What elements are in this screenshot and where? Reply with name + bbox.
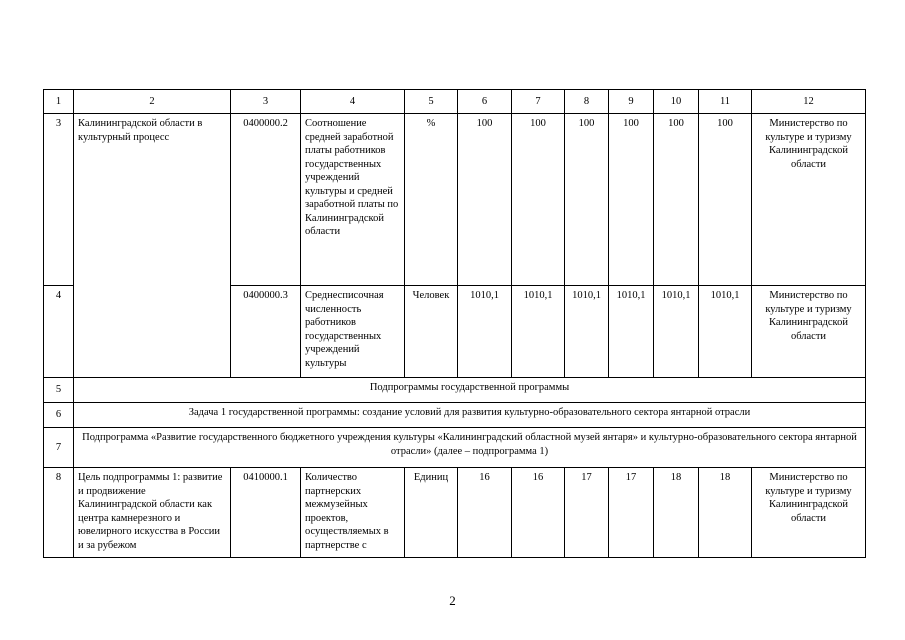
task-heading: Задача 1 государственной программы: создание условий для развития культурно-образовательного сектора янтарной отрасли: [74, 403, 866, 428]
header-cell: 2: [74, 90, 231, 114]
code-cell: 0400000.2: [231, 114, 301, 286]
code-cell: 0400000.3: [231, 286, 301, 378]
value-cell: 100: [565, 114, 609, 286]
header-cell: 9: [609, 90, 654, 114]
unit-cell: %: [405, 114, 458, 286]
value-cell: 17: [565, 468, 609, 558]
header-cell: 4: [301, 90, 405, 114]
code-cell: 0410000.1: [231, 468, 301, 558]
indicator-cell: Среднесписочная численность работников государственных учреждений культуры: [301, 286, 405, 378]
row-number: 3: [44, 114, 74, 286]
value-cell: 1010,1: [654, 286, 699, 378]
row-number: 7: [44, 428, 74, 468]
value-cell: 1010,1: [699, 286, 752, 378]
table-row: [44, 403, 866, 428]
value-cell: 16: [512, 468, 565, 558]
header-row: [44, 90, 866, 114]
row-number: 6: [44, 403, 74, 428]
header-cell: 10: [654, 90, 699, 114]
section-heading: Подпрограммы государственной программы: [74, 378, 866, 403]
indicator-cell: Соотношение средней заработной платы работников государственных учреждений культуры и средней заработной платы по Калининградской области: [301, 114, 405, 286]
value-cell: 1010,1: [565, 286, 609, 378]
subprogram-heading: Подпрограмма «Развитие государственного бюджетного учреждения культуры «Калининградский областной музей янтаря» и культурно-образовательного сектора янтарной отрасли» (далее – подпрограмма 1): [74, 428, 866, 468]
value-cell: 16: [458, 468, 512, 558]
value-cell: 1010,1: [609, 286, 654, 378]
value-cell: 18: [654, 468, 699, 558]
table-row: [44, 378, 866, 403]
table-row: [44, 428, 866, 468]
responsible-cell: Министерство по культуре и туризму Калининградской области: [752, 286, 866, 378]
row-number: 5: [44, 378, 74, 403]
header-cell: 3: [231, 90, 301, 114]
page-number: 2: [449, 593, 456, 608]
indicators-table: [43, 89, 866, 558]
value-cell: 17: [609, 468, 654, 558]
value-cell: 100: [654, 114, 699, 286]
header-cell: 5: [405, 90, 458, 114]
value-cell: 18: [699, 468, 752, 558]
unit-cell: Человек: [405, 286, 458, 378]
value-cell: 1010,1: [512, 286, 565, 378]
value-cell: 100: [609, 114, 654, 286]
responsible-cell: Министерство по культуре и туризму Калининградской области: [752, 468, 866, 558]
value-cell: 100: [512, 114, 565, 286]
responsible-cell: Министерство по культуре и туризму Калининградской области: [752, 114, 866, 286]
value-cell: 100: [699, 114, 752, 286]
header-cell: 6: [458, 90, 512, 114]
goal-cell: Калининградской области в культурный процесс: [74, 114, 231, 378]
header-cell: 11: [699, 90, 752, 114]
row-number: 8: [44, 468, 74, 558]
row-number: 4: [44, 286, 74, 378]
value-cell: 100: [458, 114, 512, 286]
value-cell: 1010,1: [458, 286, 512, 378]
goal-cell: Цель подпрограммы 1: развитие и продвижение Калининградской области как центра камнерезного и ювелирного искусства в России и за рубежом: [74, 468, 231, 558]
table-row: [44, 114, 866, 286]
unit-cell: Единиц: [405, 468, 458, 558]
header-cell: 12: [752, 90, 866, 114]
header-cell: 8: [565, 90, 609, 114]
header-cell: 7: [512, 90, 565, 114]
header-cell: 1: [44, 90, 74, 114]
indicator-cell: Количество партнерских межмузейных проектов, осуществляемых в партнерстве с: [301, 468, 405, 558]
table-row: [44, 468, 866, 558]
